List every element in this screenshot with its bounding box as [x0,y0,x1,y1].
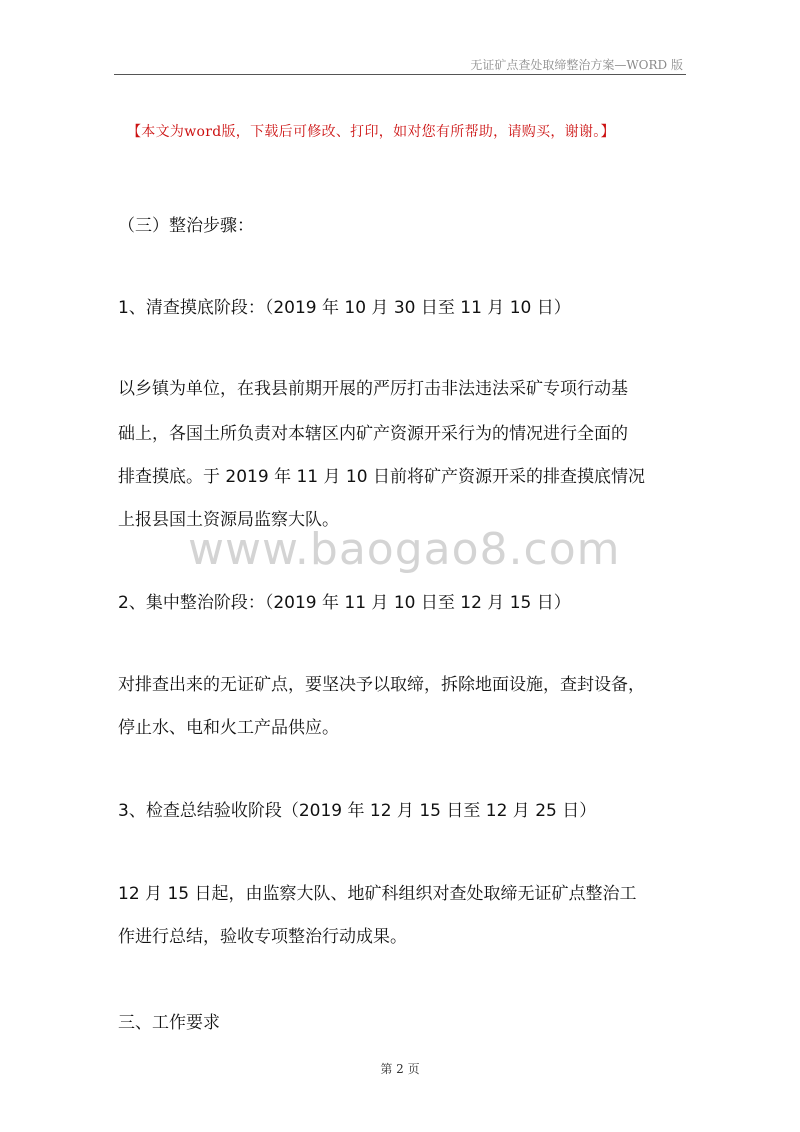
paragraph-line: 排查摸底。于 2019 年 11 月 10 日前将矿产资源开采的排查摸底情况 [118,467,645,487]
header-divider [114,74,686,75]
paragraph-line: 础上，各国土所负责对本辖区内矿产资源开采行为的情况进行全面的 [118,424,628,444]
paragraph-line: 12 月 15 日起，由监察大队、地矿科组织对查处取缔无证矿点整治工 [118,884,637,904]
step-2-heading: 2、集中整治阶段：（2019 年 11 月 10 日至 12 月 15 日） [118,593,571,613]
step-1-heading: 1、清查摸底阶段：（2019 年 10 月 30 日至 11 月 10 日） [118,298,571,318]
paragraph-line: 停止水、电和火工产品供应。 [118,718,339,738]
step-3-heading: 3、检查总结验收阶段（2019 年 12 月 15 日至 12 月 25 日） [118,801,597,821]
section-heading-requirements: 三、工作要求 [118,1013,220,1033]
paragraph-line: 上报县国土资源局监察大队。 [118,510,339,530]
running-header: 无证矿点查处取缔整治方案—WORD 版 [470,58,683,72]
section-heading-steps: （三）整治步骤： [118,216,254,236]
paragraph-line: 对排查出来的无证矿点，要坚决予以取缔，拆除地面设施，查封设备， [118,675,645,695]
watermark: www.baogao8.com [188,524,621,575]
purchase-notice: 【本文为word版，下载后可修改、打印，如对您有所帮助，请购买，谢谢。】 [127,124,615,140]
paragraph-line: 作进行总结，验收专项整治行动成果。 [118,927,407,947]
paragraph-line: 以乡镇为单位，在我县前期开展的严厉打击非法违法采矿专项行动基 [118,379,628,399]
page-number: 第 2 页 [380,1062,420,1076]
